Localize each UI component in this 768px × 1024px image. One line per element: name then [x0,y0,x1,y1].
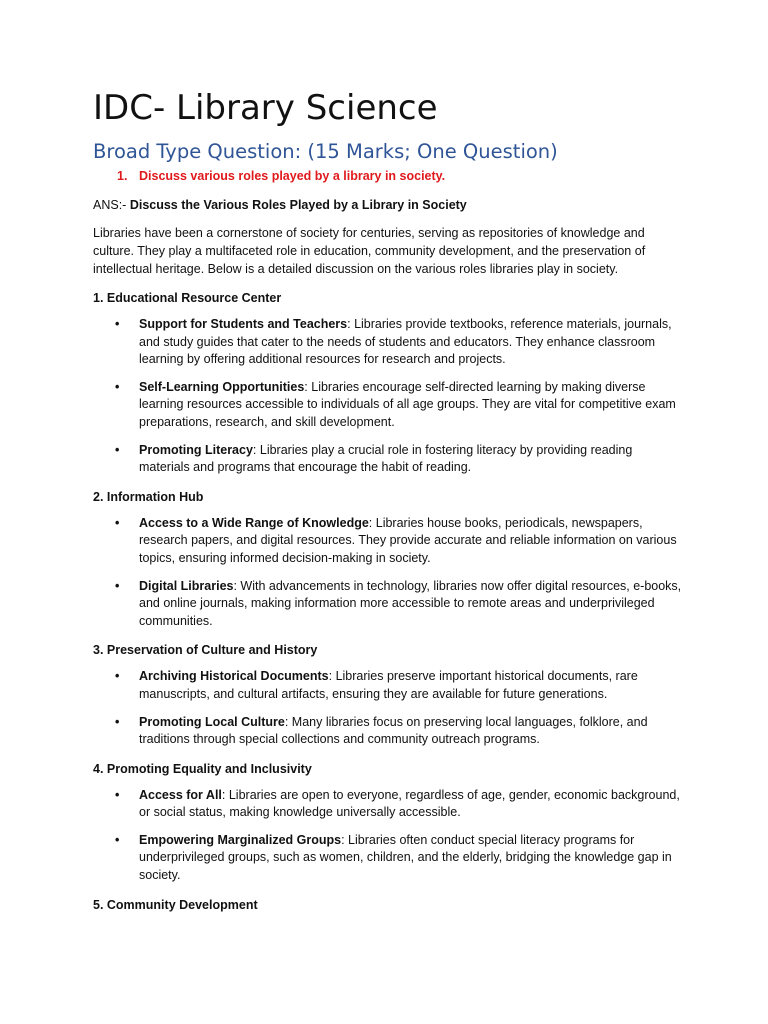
section-heading: 5. Community Development [93,897,258,912]
question-number: 1. [117,169,128,183]
list-item [93,442,683,477]
bullet-text: : Libraries house books, periodicals, newspapers, research papers, and digital resources. They provide accurate and reliable information on various topics, ensuring informed decision-making in society. [139,515,677,565]
section-heading: 2. Information Hub [93,489,204,504]
bullet-term: Promoting Local Culture [139,714,285,729]
bullet-list [93,668,683,748]
bullet-text: : With advancements in technology, libraries now offer digital resources, e-books, and online journals, making information more accessible to remote areas and underprivileged communities. [139,578,682,628]
list-item [93,787,683,822]
bullet-icon: • [115,714,120,729]
document-subtitle: Broad Type Question: (15 Marks; One Question) [93,140,558,163]
list-item [93,379,683,432]
answer-heading-text: Discuss the Various Roles Played by a Library in Society [126,198,467,212]
document-content [93,86,683,913]
list-item [93,714,683,749]
bullet-text: : Libraries provide textbooks, reference materials, journals, and study guides that cater to the needs of students and educators. They enhance classroom learning by offering additional resources for research and projects. [139,317,672,367]
section-heading: 1. Educational Resource Center [93,291,282,305]
bullet-term: Digital Libraries [139,578,234,593]
list-item [93,578,683,631]
bullet-term: Self-Learning Opportunities [139,379,305,394]
answer-heading [93,197,683,213]
document-title: IDC- Library Science [93,88,438,128]
bullet-term: Promoting Literacy [139,442,253,457]
bullet-term: Access for All [139,787,222,802]
section-heading: 4. Promoting Equality and Inclusivity [93,761,312,776]
bullet-text: : Libraries often conduct special literacy programs for underprivileged groups, such as women, children, and the elderly, bridging the knowledge gap in society. [139,832,672,883]
bullet-text: : Libraries play a crucial role in fostering literacy by providing reading materials and programs that encourage the habit of reading. [139,442,633,475]
bullet-text: : Libraries are open to everyone, regardless of age, gender, economic background, or social status, making knowledge universally accessible. [139,787,680,820]
bullet-icon: • [115,787,120,802]
bullet-list [93,316,683,477]
section-heading: 3. Preservation of Culture and History [93,643,318,658]
bullet-text: : Libraries encourage self-directed learning by making diverse learning resources accessible to individuals of all age groups. They are vital for competitive exam preparations, research, and skill development. [139,379,676,429]
bullet-list [93,515,683,631]
list-item [93,668,683,703]
bullet-text: : Many libraries focus on preserving local languages, folklore, and traditions through special collections and community outreach programs. [139,714,648,747]
bullet-term: Empowering Marginalized Groups [139,832,342,847]
bullet-text: : Libraries preserve important historical documents, rare manuscripts, and cultural artifacts, ensuring they are available for future generations. [139,669,638,701]
bullet-icon: • [115,379,120,394]
list-item [93,832,683,885]
bullet-icon: • [115,669,120,684]
bullet-icon: • [115,515,120,530]
bullet-term: Archiving Historical Documents [139,669,329,684]
bullet-term: Support for Students and Teachers [139,317,348,331]
list-item [93,515,683,568]
intro-paragraph: Libraries have been a cornerstone of society for centuries, serving as repositories of knowledge and culture. They play a multifaceted role in education, community development, and the preservation of intellectual heritage. Below is a detailed discussion on the various roles libraries play in society. [93,226,646,276]
bullet-term: Access to a Wide Range of Knowledge [139,515,369,530]
sections [93,290,683,913]
question [93,168,683,184]
answer-prefix: ANS:- [93,198,127,212]
bullet-icon: • [115,317,120,331]
bullet-list [93,787,683,885]
question-text: Discuss various roles played by a library in society. [139,169,446,183]
bullet-icon: • [115,578,120,593]
list-item [93,316,683,369]
bullet-icon: • [115,442,120,457]
bullet-icon: • [115,832,120,847]
